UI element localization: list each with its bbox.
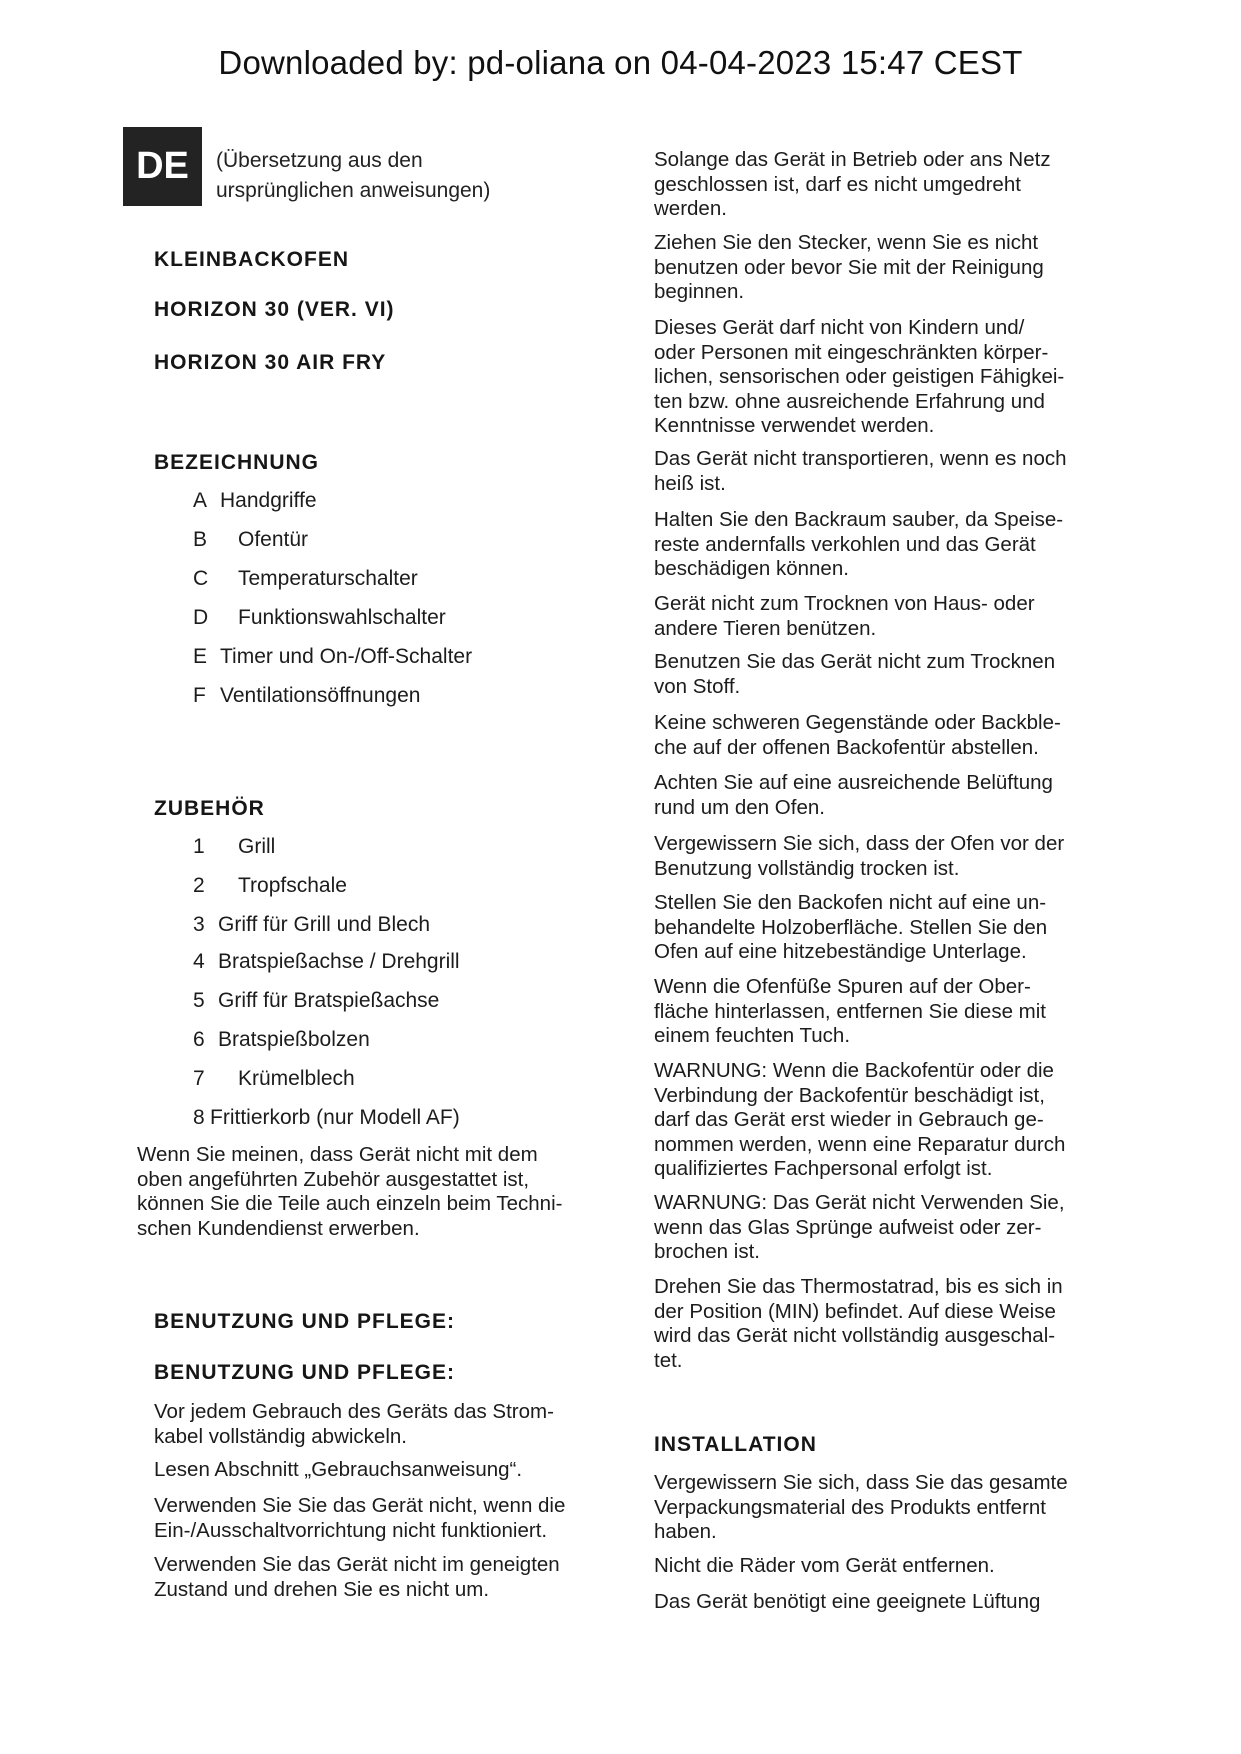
text-line: tet. (654, 1348, 683, 1372)
item-label: Krümelblech (238, 1067, 355, 1090)
text-line: einem feuchten Tuch. (654, 1024, 851, 1047)
item-label: Griff für Bratspießachse (218, 989, 440, 1012)
item-code: F (193, 684, 206, 707)
text-line: Drehen Sie das Thermostatrad, bis es sich in (654, 1275, 1063, 1298)
text-line: lichen, sensorischen oder geistigen Fähigkei- (654, 365, 1065, 388)
list-item (193, 645, 472, 669)
usage-paragraph (154, 1553, 560, 1602)
text-line: Gerät nicht zum Trocknen von Haus- oder (654, 592, 1035, 615)
product-title: KLEINBACKOFEN (154, 248, 349, 271)
list-item (193, 874, 347, 898)
safety-paragraph (654, 832, 1064, 881)
item-label: Grill (238, 835, 276, 858)
text-line: schen Kundendienst erwerben. (137, 1216, 420, 1240)
text-line: wenn das Glas Sprünge aufweist oder zer- (654, 1215, 1042, 1239)
text-line: Verwenden Sie das Gerät nicht im geneigten (154, 1553, 560, 1576)
item-label: Temperaturschalter (238, 567, 418, 590)
text-line: Kenntnisse verwendet werden. (654, 414, 935, 437)
text-line: Das Gerät benötigt eine geeignete Lüftung (654, 1590, 1041, 1613)
item-code: 5 (193, 989, 205, 1012)
text-line: Verwenden Sie Sie das Gerät nicht, wenn die (154, 1494, 566, 1517)
text-line: Ofen auf eine hitzebeständige Unterlage. (654, 940, 1027, 963)
list-item (193, 567, 418, 591)
safety-paragraph (654, 316, 1064, 439)
item-code: 3 (193, 913, 205, 936)
text-line: Stellen Sie den Backofen nicht auf eine un- (654, 891, 1047, 914)
text-line: brochen ist. (654, 1240, 760, 1263)
model-title-2: HORIZON 30 AIR FRY (154, 351, 387, 374)
usage-paragraph (154, 1458, 522, 1483)
list-item (193, 1106, 460, 1130)
text-line: Verpackungsmaterial des Produkts entfernt (654, 1495, 1046, 1519)
safety-paragraph (654, 650, 1055, 699)
section-heading-installation: INSTALLATION (654, 1433, 817, 1456)
item-label: Ofentür (238, 528, 309, 551)
text-line: behandelte Holzoberfläche. Stellen Sie den (654, 915, 1048, 939)
safety-paragraph (654, 148, 1051, 222)
list-item (193, 606, 446, 630)
text-line: Wenn die Ofenfüße Spuren auf der Ober- (654, 975, 1031, 998)
language-badge: DE (123, 127, 202, 206)
item-label: Timer und On-/Off-Schalter (220, 645, 473, 668)
text-line: werden. (654, 197, 727, 220)
text-line: WARNUNG: Das Gerät nicht Verwenden Sie, (654, 1191, 1065, 1214)
translation-note-line: ursprünglichen anweisungen) (216, 179, 491, 202)
item-code: 4 (193, 950, 205, 973)
safety-paragraph (654, 771, 1053, 820)
text-line: andere Tieren benützen. (654, 616, 877, 640)
accessory-note (137, 1143, 562, 1241)
item-label: Frittierkorb (nur Modell AF) (210, 1106, 460, 1129)
safety-paragraph (654, 711, 1061, 760)
text-line: heiß ist. (654, 471, 726, 495)
list-item (193, 1067, 355, 1091)
text-line: Keine schweren Gegenstände oder Backble- (654, 711, 1061, 734)
list-item (193, 835, 275, 859)
text-line: Wenn Sie meinen, dass Gerät nicht mit dem (137, 1143, 538, 1166)
text-line: nommen werden, wenn eine Reparatur durch (654, 1132, 1066, 1156)
item-label: Ventilationsöffnungen (220, 684, 421, 707)
text-line: ten bzw. ohne ausreichende Erfahrung und (654, 389, 1045, 413)
item-code: B (193, 528, 208, 551)
item-code: 8 (193, 1106, 205, 1129)
item-label: Funktionswahlschalter (238, 606, 446, 629)
item-label: Handgriffe (220, 489, 317, 512)
text-line: WARNUNG: Wenn die Backofentür oder die (654, 1059, 1054, 1082)
item-code: 1 (193, 835, 205, 858)
text-line: können Sie die Teile auch einzeln beim Techni- (137, 1192, 563, 1215)
item-label: Tropfschale (238, 874, 347, 897)
safety-paragraph (654, 231, 1044, 305)
download-info: Downloaded by: pd-oliana on 04-04-2023 15:47 CEST (218, 44, 1023, 81)
installation-paragraph (654, 1590, 1040, 1615)
list-item (193, 950, 460, 974)
item-code: C (193, 567, 209, 590)
item-code: A (193, 489, 208, 512)
text-line: Das Gerät nicht transportieren, wenn es noch (654, 447, 1067, 470)
text-line: haben. (654, 1520, 717, 1543)
text-line: che auf der offenen Backofentür abstellen. (654, 735, 1039, 759)
text-line: beschädigen können. (654, 557, 849, 580)
translation-note (216, 146, 490, 206)
text-line: fläche hinterlassen, entfernen Sie diese mit (654, 999, 1047, 1023)
text-line: qualifiziertes Fachpersonal erfolgt ist. (654, 1157, 993, 1180)
safety-paragraph (654, 975, 1046, 1049)
text-line: geschlossen ist, darf es nicht umgedreht (654, 172, 1021, 196)
item-code: 6 (193, 1028, 205, 1051)
text-line: rund um den Ofen. (654, 795, 825, 819)
section-heading-bezeichnung: BEZEICHNUNG (154, 451, 320, 474)
item-label: Griff für Grill und Blech (218, 913, 431, 936)
text-line: der Position (MIN) befindet. Auf diese Weise (654, 1299, 1056, 1323)
warning-paragraph (654, 1059, 1065, 1182)
item-label: Bratspießbolzen (218, 1028, 370, 1051)
text-line: beginnen. (654, 280, 745, 303)
item-label: Bratspießachse / Drehgrill (218, 950, 460, 973)
usage-paragraph (154, 1494, 565, 1543)
text-line: Verbindung der Backofentür beschädigt ist, (654, 1083, 1045, 1107)
usage-paragraph (154, 1400, 554, 1449)
list-item (193, 528, 308, 552)
text-line: Ziehen Sie den Stecker, wenn Sie es nicht (654, 231, 1039, 254)
text-line: kabel vollständig abwickeln. (154, 1424, 407, 1448)
text-line: Nicht die Räder vom Gerät entfernen. (654, 1554, 995, 1577)
text-line: Vergewissern Sie sich, dass Sie das gesamte (654, 1471, 1068, 1494)
section-heading-zubehoer: ZUBEHÖR (154, 797, 265, 820)
safety-paragraph (654, 1275, 1063, 1373)
text-line: Solange das Gerät in Betrieb oder ans Netz (654, 148, 1051, 171)
list-item (193, 1028, 370, 1052)
text-line: benutzen oder bevor Sie mit der Reinigung (654, 255, 1044, 279)
safety-paragraph (654, 891, 1047, 965)
text-line: wird das Gerät nicht vollständig ausgeschal- (654, 1324, 1056, 1347)
list-item (193, 684, 420, 708)
item-code: 7 (193, 1067, 205, 1090)
item-code: D (193, 606, 209, 629)
translation-note-line: (Übersetzung aus den (216, 149, 423, 172)
text-line: Benutzung vollständig trocken ist. (654, 856, 960, 880)
installation-paragraph (654, 1471, 1068, 1545)
text-line: oder Personen mit eingeschränkten körper- (654, 340, 1049, 364)
item-code: 2 (193, 874, 205, 897)
text-line: von Stoff. (654, 674, 741, 698)
safety-paragraph (654, 508, 1063, 582)
list-item (193, 913, 430, 937)
text-line: Ein-/Ausschaltvorrichtung nicht funktioniert. (154, 1518, 548, 1542)
text-line: Lesen Abschnitt „Gebrauchsanweisung“. (154, 1458, 523, 1481)
list-item (193, 989, 439, 1013)
list-item (193, 489, 317, 513)
safety-paragraph (654, 592, 1035, 641)
safety-paragraph (654, 447, 1067, 496)
text-line: Vergewissern Sie sich, dass der Ofen vor der (654, 832, 1065, 855)
model-title-1: HORIZON 30 (VER. VI) (154, 298, 395, 321)
section-heading-usage-2: BENUTZUNG UND PFLEGE: (154, 1361, 455, 1384)
text-line: Vor jedem Gebrauch des Geräts das Strom- (154, 1400, 554, 1423)
section-heading-usage: BENUTZUNG UND PFLEGE: (154, 1310, 455, 1333)
item-code: E (193, 645, 208, 668)
text-line: Achten Sie auf eine ausreichende Belüftung (654, 771, 1053, 794)
text-line: Benutzen Sie das Gerät nicht zum Trocknen (654, 650, 1056, 673)
text-line: Dieses Gerät darf nicht von Kindern und/ (654, 316, 1025, 339)
text-line: Zustand und drehen Sie es nicht um. (154, 1577, 490, 1601)
text-line: Halten Sie den Backraum sauber, da Speise- (654, 508, 1064, 531)
text-line: reste andernfalls verkohlen und das Gerät (654, 532, 1036, 556)
text-line: oben angeführten Zubehör ausgestattet ist, (137, 1167, 530, 1191)
installation-paragraph (654, 1554, 995, 1579)
text-line: darf das Gerät erst wieder in Gebrauch ge- (654, 1108, 1044, 1131)
warning-paragraph (654, 1191, 1065, 1265)
